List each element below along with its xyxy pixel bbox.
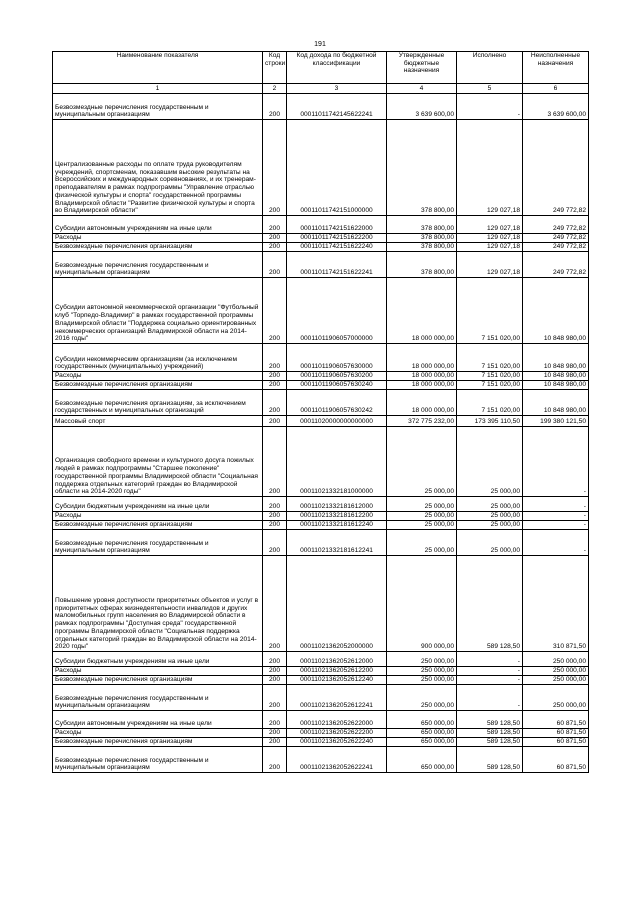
row-approved: 250 000,00 [387,652,457,667]
row-code: 200 [263,372,287,381]
row-executed: 589 128,50 [457,711,523,729]
row-class-code: 00011011742151622200 [287,234,387,243]
row-code: 200 [263,120,287,216]
row-name: Расходы [53,512,263,521]
header-class: Код дохода по бюджетной классификации [287,52,387,84]
row-code: 200 [263,747,287,773]
row-name: Расходы [53,372,263,381]
row-class-code: 00011011906057630000 [287,344,387,372]
row-code: 200 [263,390,287,416]
row-name: Расходы [53,729,263,738]
row-approved: 650 000,00 [387,747,457,773]
row-approved: 3 639 600,00 [387,94,457,120]
row-class-code: 00011011742151000000 [287,120,387,216]
row-unexecuted: - [523,521,589,530]
column-number: 3 [287,84,387,94]
row-unexecuted: 310 871,50 [523,556,589,652]
row-executed: 589 128,50 [457,729,523,738]
row-name: Безвозмездные перечисления государственным и муниципальным организациям [53,94,263,120]
row-unexecuted: - [523,427,589,497]
row-code: 200 [263,711,287,729]
budget-table [52,51,589,773]
row-executed: 129 027,18 [457,216,523,234]
row-name: Субсидии автономным учреждениям на иные цели [53,216,263,234]
row-executed: 25 000,00 [457,530,523,556]
row-name: Субсидии бюджетным учреждениям на иные цели [53,497,263,512]
row-class-code: 00011011906057630200 [287,372,387,381]
row-executed: 589 128,50 [457,738,523,747]
row-class-code: 00011021362052622000 [287,711,387,729]
row-class-code: 00011021362052612241 [287,685,387,711]
row-code: 200 [263,234,287,243]
row-approved: 25 000,00 [387,427,457,497]
column-number: 4 [387,84,457,94]
table-row [53,676,589,685]
row-executed: - [457,94,523,120]
row-code: 200 [263,497,287,512]
row-code: 200 [263,381,287,390]
row-name: Безвозмездные перечисления организациям [53,521,263,530]
row-approved: 650 000,00 [387,711,457,729]
table-row [53,521,589,530]
row-class-code: 00011021332181612240 [287,521,387,530]
row-code: 200 [263,652,287,667]
row-class-code: 00011011906057000000 [287,278,387,344]
table-row [53,530,589,556]
row-approved: 25 000,00 [387,521,457,530]
row-unexecuted: 60 871,50 [523,711,589,729]
row-executed: 129 027,18 [457,252,523,278]
row-executed: - [457,676,523,685]
row-code: 200 [263,512,287,521]
row-approved: 650 000,00 [387,738,457,747]
row-unexecuted: 10 848 980,00 [523,344,589,372]
row-class-code: 00011021332181612200 [287,512,387,521]
row-code: 200 [263,252,287,278]
row-class-code: 00011011742151622000 [287,216,387,234]
row-approved: 378 800,00 [387,120,457,216]
row-name: Расходы [53,667,263,676]
row-name: Субсидии автономным учреждениям на иные цели [53,711,263,729]
row-approved: 18 000 000,00 [387,372,457,381]
row-unexecuted: 249 772,82 [523,120,589,216]
row-class-code: 00011021362052000000 [287,556,387,652]
table-row [53,729,589,738]
row-class-code: 00011011742151622240 [287,243,387,252]
row-unexecuted: 10 848 980,00 [523,372,589,381]
row-unexecuted: 60 871,50 [523,729,589,738]
row-code: 200 [263,216,287,234]
row-executed: 589 128,50 [457,747,523,773]
table-row [53,747,589,773]
table-row [53,372,589,381]
column-number: 5 [457,84,523,94]
header-executed: Исполнено [457,52,523,84]
table-row [53,120,589,216]
header-row [53,52,589,84]
row-class-code: 00011021332181000000 [287,427,387,497]
row-approved: 378 800,00 [387,216,457,234]
table-row [53,381,589,390]
row-class-code: 00011021332181612000 [287,497,387,512]
table-row [53,234,589,243]
row-name: Безвозмездные перечисления организациям, за исключением государственных и муниципальных организаций [53,390,263,416]
row-name: Субсидии некоммерческим организациям (за исключением государственных (муниципальных) учреждений) [53,344,263,372]
table-row [53,497,589,512]
row-unexecuted: 10 848 980,00 [523,278,589,344]
row-approved: 25 000,00 [387,512,457,521]
row-class-code: 00011021362052612240 [287,676,387,685]
table-row [53,94,589,120]
row-executed: 7 151 020,00 [457,381,523,390]
row-unexecuted: 60 871,50 [523,747,589,773]
row-approved: 18 000 000,00 [387,344,457,372]
row-unexecuted: 249 772,82 [523,252,589,278]
row-executed: - [457,652,523,667]
row-name: Организация свободного времени и культурного досуга пожилых людей в рамках подпрограммы "Старшее поколение" государственной программы Владимирской области "Социальная поддержка отдельных категорий граждан во Владимирской области на 2014-2020 годы" [53,427,263,497]
table-row [53,427,589,497]
row-approved: 18 000 000,00 [387,278,457,344]
row-code: 200 [263,556,287,652]
row-approved: 900 000,00 [387,556,457,652]
row-name: Расходы [53,234,263,243]
row-executed: 7 151 020,00 [457,390,523,416]
header-unexecuted: Неисполненные назначения [523,52,589,84]
table-row [53,344,589,372]
table-row [53,556,589,652]
row-class-code: 00011011742151622241 [287,252,387,278]
row-executed: 7 151 020,00 [457,344,523,372]
row-class-code: 00011021362052622240 [287,738,387,747]
row-code: 200 [263,738,287,747]
row-code: 200 [263,427,287,497]
row-class-code: 00011021362052612200 [287,667,387,676]
row-code: 200 [263,243,287,252]
row-class-code: 00011020000000000000 [287,416,387,427]
row-name: Безвозмездные перечисления организациям [53,381,263,390]
table-row [53,512,589,521]
row-approved: 250 000,00 [387,685,457,711]
row-executed: 129 027,18 [457,120,523,216]
row-unexecuted: 250 000,00 [523,676,589,685]
column-number: 1 [53,84,263,94]
row-name: Безвозмездные перечисления государственным и муниципальным организациям [53,530,263,556]
row-name: Массовый спорт [53,416,263,427]
row-name: Субсидии бюджетным учреждениям на иные цели [53,652,263,667]
row-executed: 129 027,18 [457,234,523,243]
row-approved: 25 000,00 [387,530,457,556]
row-approved: 18 000 000,00 [387,390,457,416]
row-approved: 250 000,00 [387,667,457,676]
row-name: Безвозмездные перечисления организациям [53,243,263,252]
page-number: 191 [314,41,326,48]
row-executed: - [457,685,523,711]
column-number-row [53,84,589,94]
row-unexecuted: 250 000,00 [523,685,589,711]
row-class-code: 00011021362052622241 [287,747,387,773]
row-executed: 25 000,00 [457,521,523,530]
row-class-code: 00011021362052622200 [287,729,387,738]
row-executed: 25 000,00 [457,512,523,521]
table-row [53,685,589,711]
column-number: 6 [523,84,589,94]
row-approved: 378 800,00 [387,243,457,252]
row-unexecuted: 249 772,82 [523,243,589,252]
row-name: Безвозмездные перечисления государственным и муниципальным организациям [53,685,263,711]
row-code: 200 [263,729,287,738]
row-code: 200 [263,344,287,372]
row-approved: 378 800,00 [387,252,457,278]
row-unexecuted: 249 772,82 [523,216,589,234]
table-row [53,243,589,252]
row-unexecuted: 60 871,50 [523,738,589,747]
row-class-code: 00011011906057630240 [287,381,387,390]
row-class-code: 00011021362052612000 [287,652,387,667]
row-code: 200 [263,94,287,120]
table-row [53,652,589,667]
header-approved: Утвержденные бюджетные назначения [387,52,457,84]
row-code: 200 [263,278,287,344]
row-approved: 378 800,00 [387,234,457,243]
row-executed: - [457,667,523,676]
table-row [53,711,589,729]
row-class-code: 00011021332181612241 [287,530,387,556]
row-executed: 25 000,00 [457,427,523,497]
row-approved: 25 000,00 [387,497,457,512]
row-executed: 173 395 110,50 [457,416,523,427]
table-row [53,390,589,416]
row-name: Безвозмездные перечисления государственным и муниципальным организациям [53,747,263,773]
row-name: Безвозмездные перечисления организациям [53,676,263,685]
table-row [53,278,589,344]
row-name: Безвозмездные перечисления государственным и муниципальным организациям [53,252,263,278]
row-unexecuted: - [523,530,589,556]
row-unexecuted: 10 848 980,00 [523,381,589,390]
row-unexecuted: 199 380 121,50 [523,416,589,427]
table-row [53,738,589,747]
row-executed: 129 027,18 [457,243,523,252]
row-unexecuted: - [523,497,589,512]
row-unexecuted: 249 772,82 [523,234,589,243]
table-row [53,667,589,676]
table-row [53,252,589,278]
row-executed: 7 151 020,00 [457,278,523,344]
row-code: 200 [263,667,287,676]
column-number: 2 [263,84,287,94]
row-executed: 7 151 020,00 [457,372,523,381]
row-code: 200 [263,676,287,685]
row-executed: 25 000,00 [457,497,523,512]
row-executed: 589 128,50 [457,556,523,652]
row-class-code: 00011011906057630242 [287,390,387,416]
table-row [53,416,589,427]
row-unexecuted: 10 848 980,00 [523,390,589,416]
row-unexecuted: 250 000,00 [523,667,589,676]
table-row [53,216,589,234]
row-name: Субсидии автономной некоммерческой организации "Футбольный клуб "Торпедо-Владимир" в рамках государственной программы Владимирской области "Поддержка социально ориентированных некоммерческих организаций Владимирской области на 2014-2016 годы" [53,278,263,344]
row-name: Безвозмездные перечисления организациям [53,738,263,747]
row-unexecuted: - [523,512,589,521]
row-code: 200 [263,416,287,427]
row-class-code: 00011011742145622241 [287,94,387,120]
row-approved: 18 000 000,00 [387,381,457,390]
row-unexecuted: 3 639 600,00 [523,94,589,120]
header-code: Код строки [263,52,287,84]
row-code: 200 [263,530,287,556]
row-code: 200 [263,521,287,530]
row-approved: 372 775 232,00 [387,416,457,427]
row-name: Централизованные расходы по оплате труда руководителям учреждений, спортсменам, показавшим высокие результаты на Всероссийских и международных соревнованиях, и их тренерам-преподавателям в рамках подпрограммы "Управление отраслью физической культуры и спорта" государственной программы Владимирской области "Развитие физической культуры и спорта во Владимирской области" [53,120,263,216]
row-code: 200 [263,685,287,711]
row-approved: 650 000,00 [387,729,457,738]
row-unexecuted: 250 000,00 [523,652,589,667]
header-name: Наименование показателя [53,52,263,84]
row-approved: 250 000,00 [387,676,457,685]
row-name: Повышение уровня доступности приоритетных объектов и услуг в приоритетных сферах жизнедеятельности инвалидов и других маломобильных групп населения во Владимирской области в рамках подпрограммы "Доступная среда" государственной программы Владимирской области "Социальная поддержка отдельных категорий граждан во Владимирской области на 2014-2020 годы" [53,556,263,652]
